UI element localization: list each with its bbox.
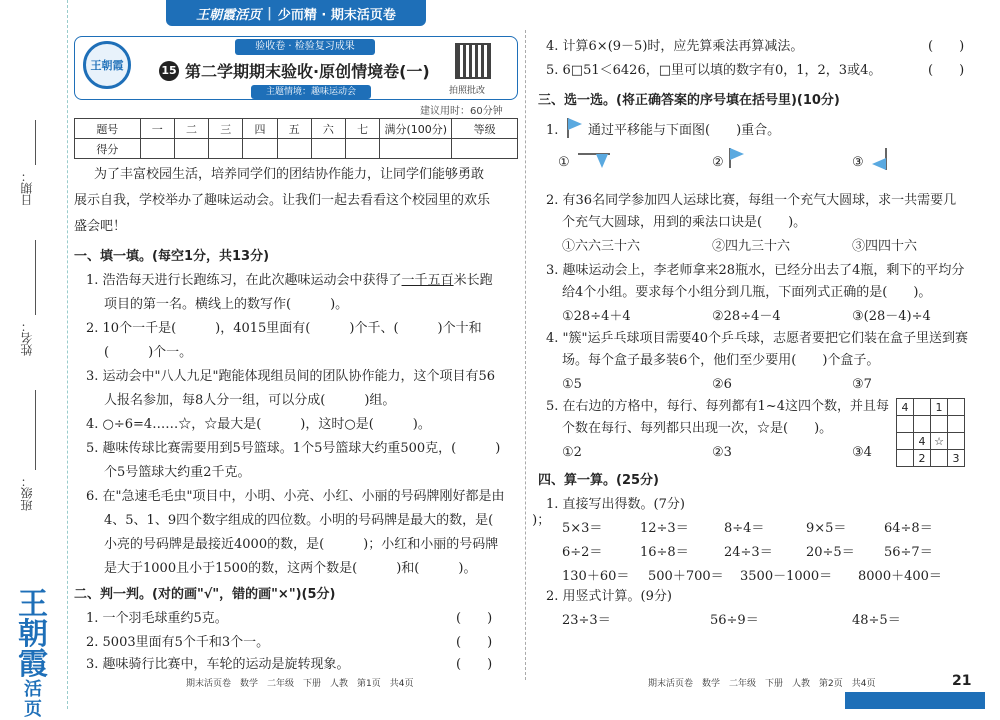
option-label[interactable]: ①	[558, 155, 570, 170]
option-label[interactable]: ③(28－4)÷4	[852, 309, 931, 324]
option-label[interactable]: ③7	[852, 377, 872, 392]
score-input-cell[interactable]	[346, 139, 380, 159]
publisher-logo: 王朝霞	[83, 41, 131, 89]
date-label: 日期：	[20, 170, 34, 206]
score-input-cell[interactable]	[452, 139, 518, 159]
name-line	[35, 240, 36, 315]
page-number: 21	[952, 673, 972, 689]
question-line: 项目的第一名。横线上的数写作( )。	[104, 297, 349, 312]
qr-label: 拍照批改	[449, 86, 486, 96]
calc-item: 9×5＝	[806, 521, 847, 536]
grid-cell	[931, 416, 948, 433]
score-header-row	[75, 119, 518, 139]
score-cell: 四	[243, 119, 277, 139]
score-cell: 一	[140, 119, 174, 139]
option-label[interactable]: ②6	[712, 377, 732, 392]
question-line: 3. 运动会中"八人九足"跑能体现组员间的团队协作能力，这个项目有56	[86, 369, 496, 384]
score-cell: 二	[174, 119, 208, 139]
grid-cell	[948, 416, 965, 433]
grid-cell: 4	[914, 433, 931, 450]
score-input-cell[interactable]	[311, 139, 345, 159]
calc-item: 56÷9＝	[710, 613, 759, 628]
option-label[interactable]: ①5	[562, 377, 582, 392]
banner-tagline: 少而精 · 期末活页卷	[277, 7, 396, 23]
option-label[interactable]: ③四四十六	[852, 239, 918, 254]
page-divider	[525, 30, 526, 680]
question-text: 1. 浩浩每天进行长跑练习，在此次趣味运动会中获得了	[86, 273, 402, 288]
footer-left: 期末活页卷 数学 二年级 下册 人教 第1页 共4页	[186, 679, 414, 689]
option-label[interactable]: ①六六三十六	[562, 239, 641, 254]
score-input-cell[interactable]	[140, 139, 174, 159]
question-line: 个5号篮球大约重2千克。	[104, 465, 251, 480]
class-label: 班级：	[20, 475, 34, 511]
grid-row	[897, 450, 965, 467]
judge-item: 1. 一个羽毛球重约5克。	[86, 611, 228, 626]
grid-cell	[931, 450, 948, 467]
question-line: 3. 趣味运动会上，李老师拿来28瓶水，已经分出去了4瓶，剩下的平均分	[546, 263, 965, 278]
grid-cell: 1	[931, 399, 948, 416]
flag-icon	[566, 116, 584, 140]
grid-cell: 2	[914, 450, 931, 467]
grid-cell	[897, 450, 914, 467]
score-input-cell[interactable]	[209, 139, 243, 159]
judge-item: 2. 5003里面有5个千和3个一。	[86, 635, 270, 650]
question-text: 米长跑	[453, 273, 493, 288]
score-cell: 得分	[75, 139, 141, 159]
section-heading: 四、算一算。(25分)	[538, 473, 659, 488]
score-input-cell[interactable]	[174, 139, 208, 159]
class-line	[35, 390, 36, 470]
option-label[interactable]: ②28÷4－4	[712, 309, 781, 324]
question-line: 通过平移能与下面图( )重合。	[588, 123, 781, 138]
calc-item: 20÷5＝	[806, 545, 855, 560]
calc-item: 8000＋400＝	[858, 569, 942, 584]
question-line: 是大于1000且小于1500的数，这两个数是( )和( )。	[104, 561, 477, 576]
answer-paren[interactable]: ( )	[456, 611, 493, 626]
number-grid	[896, 398, 965, 467]
exam-title-text: 第二学期期末验收·原创情境卷(一)	[185, 62, 430, 81]
qr-code-icon[interactable]	[455, 43, 491, 79]
date-line	[35, 120, 36, 165]
score-cell: 满分(100分)	[380, 119, 452, 139]
calc-item: 500＋700＝	[648, 569, 724, 584]
score-input-cell[interactable]	[380, 139, 452, 159]
question-line: 人报名参加，每8人分一组，可以分成( )组。	[104, 393, 396, 408]
answer-paren[interactable]: ( )	[928, 39, 965, 54]
exam-number-badge: 15	[159, 61, 179, 81]
flag-option-3-icon	[870, 146, 890, 172]
question-line: 6. 在"急速毛毛虫"项目中，小明、小亮、小红、小丽的号码牌刚好都是由	[86, 489, 505, 504]
score-input-cell[interactable]	[243, 139, 277, 159]
calc-item: 8÷4＝	[724, 521, 765, 536]
section-heading: 三、选一选。(将正确答案的序号填在括号里)(10分)	[538, 93, 840, 108]
calc-item: 16÷8＝	[640, 545, 689, 560]
grid-cell: ☆	[931, 433, 948, 450]
banner-separator: |	[267, 5, 272, 21]
answer-paren[interactable]: ( )	[456, 657, 493, 672]
flag-option-2-icon	[728, 146, 748, 170]
strip-brand-logo: 王 朝 霞 活 页	[18, 587, 48, 720]
option-label[interactable]: ②3	[712, 445, 732, 460]
sub-heading: 1. 直接写出得数。(7分)	[546, 497, 685, 512]
answer-paren[interactable]: ( )	[456, 635, 493, 650]
judge-item: 4. 计算6×(9－5)时，应先算乘法再算减法。	[546, 39, 804, 54]
section-heading: 二、判一判。(对的画"√"，错的画"×")(5分)	[74, 587, 336, 602]
calc-item: 130＋60＝	[562, 569, 630, 584]
calc-item: 24÷3＝	[724, 545, 773, 560]
exam-header	[74, 36, 518, 100]
suggested-time: 建议用时：60分钟	[420, 106, 503, 117]
grid-row	[897, 433, 965, 450]
grid-cell	[897, 416, 914, 433]
answer-paren[interactable]: ( )	[928, 63, 965, 78]
question-line: 场。每个盒子最多装6个，他们至少要用( )个盒子。	[562, 353, 880, 368]
question-line: 5. 趣味传球比赛需要用到5号篮球。1个5号篮球大约重500克，( )	[86, 441, 501, 456]
intro-line: 为了丰富校园生活，培养同学们的团结协作能力，让同学们能够勇敢	[94, 167, 485, 182]
grid-cell: 4	[897, 399, 914, 416]
option-label[interactable]: ②四九三十六	[712, 239, 791, 254]
score-cell: 题号	[75, 119, 141, 139]
grid-cell	[897, 433, 914, 450]
question-number: 1.	[546, 123, 559, 138]
option-label[interactable]: ③4	[852, 445, 872, 460]
grid-cell: 3	[948, 450, 965, 467]
name-label: 姓名：	[20, 320, 34, 356]
question-line: 给4个小组。要求每个小组分到几瓶，下面列式正确的是( )。	[562, 285, 932, 300]
option-label[interactable]: ③	[852, 155, 864, 170]
intro-line: 盛会吧！	[74, 219, 127, 234]
calc-item: 23÷3＝	[562, 613, 611, 628]
calc-item: 56÷7＝	[884, 545, 933, 560]
score-input-cell[interactable]	[277, 139, 311, 159]
option-label[interactable]: ①2	[562, 445, 582, 460]
calc-item: 5×3＝	[562, 521, 603, 536]
question-line: 个数在每行、每列都只出现一次，☆是( )。	[562, 421, 833, 436]
grid-cell	[948, 399, 965, 416]
grid-row	[897, 399, 965, 416]
score-cell: 等级	[452, 119, 518, 139]
sub-heading: 2. 用竖式计算。(9分)	[546, 589, 672, 604]
score-cell: 七	[346, 119, 380, 139]
binding-strip	[0, 0, 68, 720]
footer-right: 期末活页卷 数学 二年级 下册 人教 第2页 共4页	[648, 679, 876, 689]
calc-item: 12÷3＝	[640, 521, 689, 536]
score-value-row	[75, 139, 518, 159]
score-table	[74, 118, 518, 159]
question-line: 4. ○÷6=4……☆，☆最大是( )，这时○是( )。	[86, 417, 431, 432]
score-cell: 五	[277, 119, 311, 139]
option-label[interactable]: ①28÷4＋4	[562, 309, 631, 324]
flag-option-1-icon	[576, 150, 612, 170]
question-line: 4、5、1、9四个数字组成的四位数。小明的号码牌是最大的数，是( )；	[104, 513, 551, 528]
header-tag: 验收卷 · 检验复习成果	[235, 39, 375, 55]
calc-item: 64÷8＝	[884, 521, 933, 536]
calc-item: 3500－1000＝	[740, 569, 833, 584]
option-label[interactable]: ②	[712, 155, 724, 170]
question-line: 个充气大圆球，用到的乘法口诀是( )。	[562, 215, 807, 230]
grid-row	[897, 416, 965, 433]
question-line	[86, 270, 493, 292]
intro-line: 展示自我，学校举办了趣味运动会。让我们一起去看看这个校园里的欢乐	[74, 193, 491, 208]
question-line: 2. 10个一千是( )，4015里面有( )个千、( )个十和	[86, 321, 482, 336]
score-cell: 六	[311, 119, 345, 139]
top-banner	[166, 0, 426, 26]
question-line: ( )个一。	[104, 345, 193, 360]
question-line: 小亮的号码牌是最接近4000的数，是( )；小红和小丽的号码牌	[104, 537, 499, 552]
section-heading: 一、填一填。(每空1分，共13分)	[74, 249, 270, 264]
question-line: 5. 在右边的方格中，每行、每列都有1~4这四个数，并且每	[546, 399, 889, 414]
grid-cell	[914, 416, 931, 433]
judge-item: 3. 趣味骑行比赛中，车轮的运动是旋转现象。	[86, 657, 350, 672]
question-line: 2. 有36名同学参加四人运球比赛，每组一个充气大圆球，求一共需要几	[546, 193, 957, 208]
judge-item: 5. 6□51＜6426，□里可以填的数字有0，1，2，3或4。	[546, 63, 882, 78]
theme-tag: 主题情境：趣味运动会	[251, 85, 371, 99]
exam-title	[159, 59, 430, 82]
score-cell: 三	[209, 119, 243, 139]
banner-brand: 王朝霞活页	[196, 7, 262, 23]
calc-item: 6÷2＝	[562, 545, 603, 560]
calc-item: 48÷5＝	[852, 613, 901, 628]
underlined-number: 一千五百	[401, 273, 454, 288]
grid-cell	[948, 433, 965, 450]
question-line: 4. "簇"运乒乓球项目需要40个乒乓球，志愿者要把它们装在盒子里送到赛	[546, 331, 969, 346]
corner-bar	[845, 692, 985, 709]
grid-cell	[914, 399, 931, 416]
